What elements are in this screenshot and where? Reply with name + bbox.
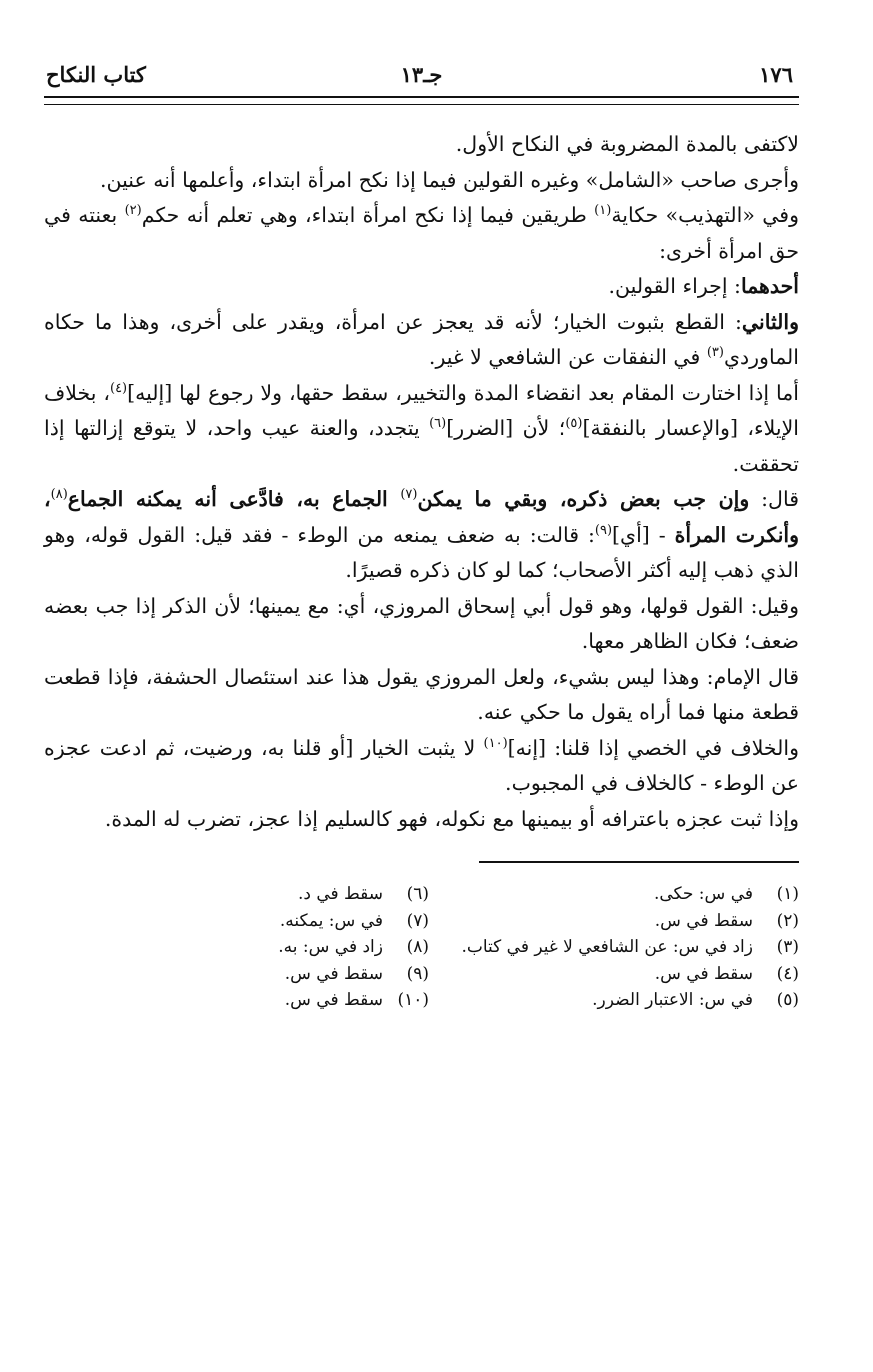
footnote-column-left [59, 881, 429, 1014]
footnotes [44, 881, 799, 1014]
volume-label: جـ١٣ [400, 62, 443, 87]
footnote-column-right [429, 881, 799, 1014]
footnote-ref: (١) [594, 203, 612, 219]
footnote-ref: (١٠) [483, 735, 508, 751]
footnote-number: (٣) [776, 937, 799, 957]
footnote-ref: (٨) [50, 487, 68, 503]
footnote: (٨)زاد في س: به. [59, 934, 429, 961]
footnote-ref: (٦) [429, 416, 447, 432]
paragraph: وأجرى صاحب «الشامل» وغيره القولين فيما إذا نكح امرأة ابتداء، وأعلمها أنه عنين. [99, 167, 799, 192]
book-title: كتاب النكاح [46, 62, 146, 87]
footnote-ref: (٩) [594, 522, 613, 538]
bold-matn: ، وأنكرت المرأة [44, 487, 799, 547]
paragraph: لاكتفى بالمدة المضروبة في النكاح الأول. [455, 132, 799, 156]
header-rule-thick [44, 96, 799, 98]
footnote-number: (٤) [776, 963, 799, 984]
footnote-number: (٦) [406, 884, 429, 904]
page-number: ١٧٦ [759, 62, 793, 87]
footnote: (٣)زاد في س: عن الشافعي لا غير في كتاب. [429, 934, 799, 961]
footnote: (٧)في س: يمكنه. [59, 908, 429, 935]
footnote-number: (٨) [406, 937, 429, 957]
footnote-ref: (٥) [565, 416, 583, 432]
footnote-number: (٩) [406, 963, 429, 984]
footnote-number: (٥) [776, 990, 799, 1010]
footnote: (١٠)سقط في س. [59, 987, 429, 1014]
paragraph: أحدهما: إجراء القولين. [608, 274, 799, 298]
footnote-number: (١) [776, 884, 799, 904]
footnote-ref: (٣) [706, 345, 724, 361]
footnote-separator [479, 861, 799, 863]
paragraph: وفي «التهذيب» حكاية$^{(١)}$ طريقين فيما إذا نكح امرأة ابتداء، وهي تعلم أنه حكم$^{(٢)}$ بعنته في حق امرأة أخرى: [44, 203, 799, 263]
bold-matn: الجماع به، فادَّعى أنه يمكنه الجماع [67, 487, 401, 511]
main-text [44, 127, 799, 837]
footnote-ref: (٤) [109, 380, 128, 396]
footnote: (٢)سقط في س. [429, 908, 799, 935]
paragraph: قال الإمام: وهذا ليس بشيء، ولعل المروزي يقول هذا عند استئصال الحشفة، فإذا قطعت قطعة منها فما أراه يقول ما حكي عنه. [44, 664, 799, 724]
paragraph: وقيل: القول قولها، وهو قول أبي إسحاق المروزي، أي: مع يمينها؛ لأن الذكر إذا جب بعضه ضعف؛ فكان الظاهر معها. [44, 593, 799, 653]
footnote-number: (١٠) [397, 990, 429, 1010]
paragraph: والثاني: القطع بثبوت الخيار؛ لأنه قد يعجز عن امرأة، ويقدر على أخرى، وهذا ما حكاه الماوردي$^{(٣)}$ في النفقات عن الشافعي لا غير. [44, 309, 799, 369]
footnote-ref: (٢) [124, 203, 142, 219]
book-page [44, 62, 799, 1322]
footnote: (٩)سقط في س. [59, 961, 429, 988]
footnote: (٤)سقط في س. [429, 961, 799, 988]
footnote: (٦)سقط في د. [59, 881, 429, 908]
paragraph: وإذا ثبت عجزه باعترافه أو بيمينها مع نكوله، فهو كالسليم إذا عجز، تضرب له المدة. [104, 806, 799, 831]
paragraph: قال: وإن جب بعض ذكره، وبقي ما يمكن$^{(٧)}$ الجماع به، فادَّعى أنه يمكنه الجماع$^{(٨)}$، وأنكرت المرأة - [أي]$^{(٩)}$: قالت: به ضعف يمنعه من الوطء - فقد قيل: القول قوله، وهو الذي ذهب إليه أكثر الأصحاب؛ كما لو كان ذكره قصيرًا. [44, 487, 799, 582]
paragraph: والخلاف في الخصي إذا قلنا: [إنه]$^{(١٠)}$ لا يثبت الخيار [أو قلنا به، ورضيت، ثم ادعت عجزه عن الوطء - كالخلاف في المجبوب. [44, 735, 799, 795]
bold-matn: وإن جب بعض ذكره، وبقي ما يمكن [417, 487, 750, 511]
footnote: (٥)في س: الاعتبار الضرر. [429, 987, 799, 1014]
bold-term: أحدهما [740, 274, 799, 298]
footnote-number: (٧) [406, 910, 429, 931]
footnote: (١)في س: حكى. [429, 881, 799, 908]
paragraph: أما إذا اختارت المقام بعد انقضاء المدة والتخيير، سقط حقها، ولا رجوع لها [إليه]$^{(٤)}$، بخلاف الإيلاء، [والإعسار بالنفقة]$^{(٥)}$؛ لأن [الضرر]$^{(٦)}$ يتجدد، والعنة عيب واحد، لا يتوقع إزالتها إذا تحققت. [44, 380, 799, 476]
running-head [44, 62, 799, 96]
footnote-number: (٢) [776, 910, 799, 931]
header-rule-thin [44, 104, 799, 105]
footnote-ref: (٧) [400, 487, 418, 503]
bold-term: والثاني [741, 309, 799, 334]
